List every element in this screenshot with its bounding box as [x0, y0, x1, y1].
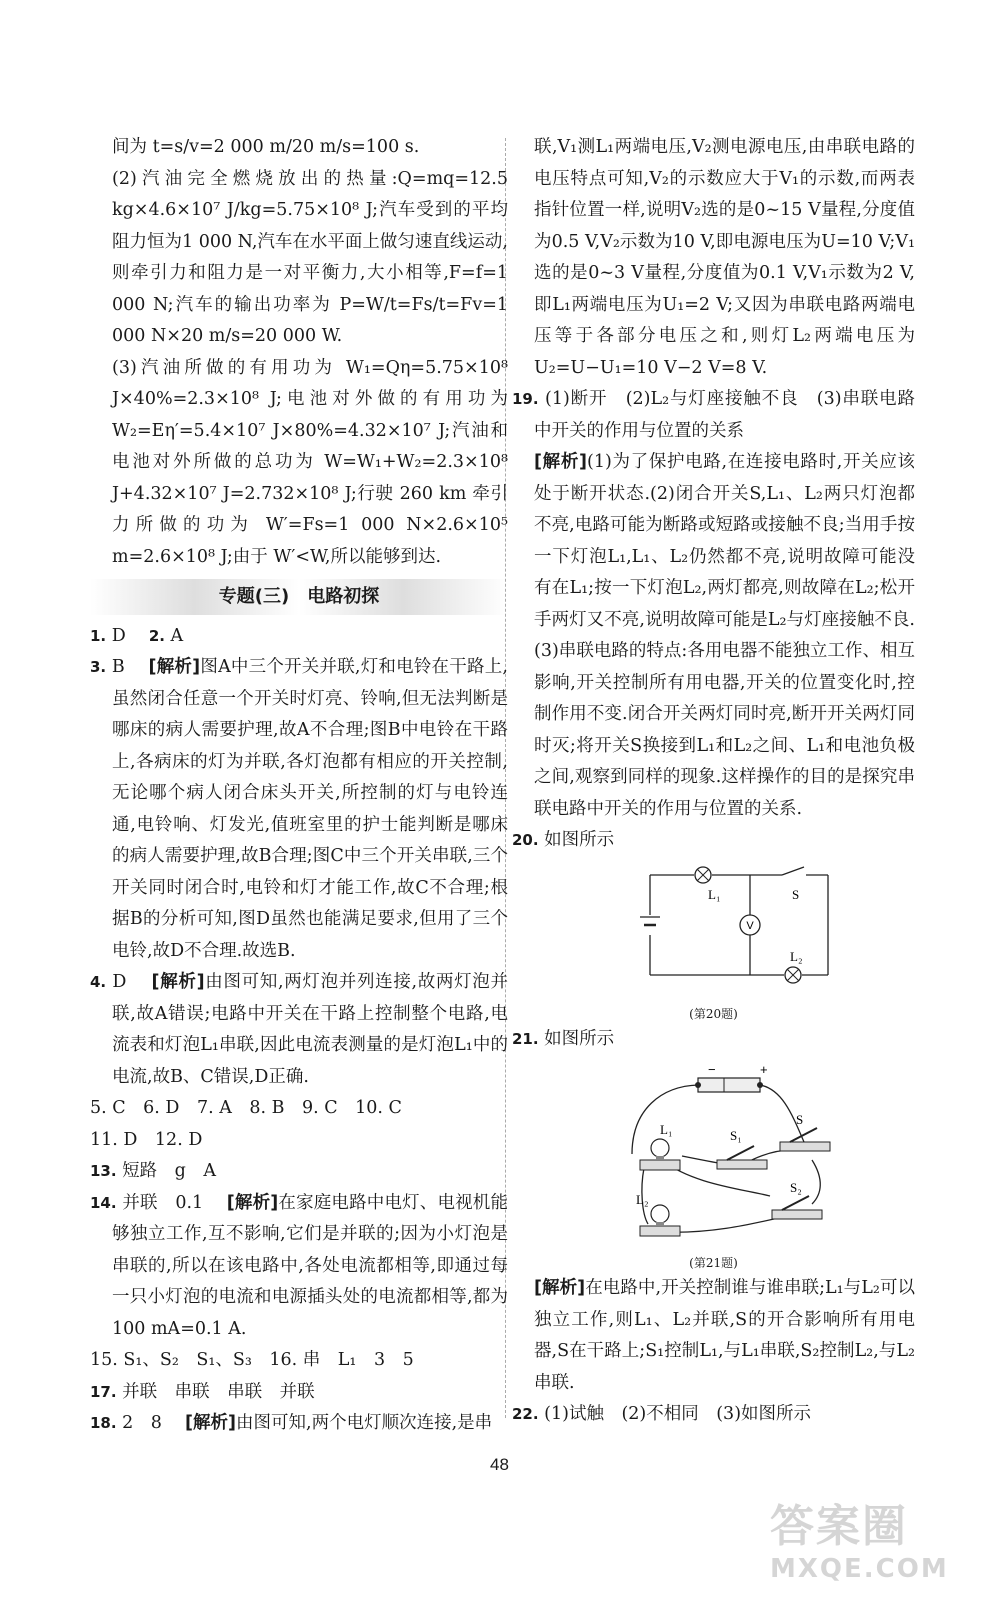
- answer-text: (1)断开 (2)L₂与灯座接触不良 (3)串联电路中开关的作用与位置的关系: [534, 389, 915, 441]
- analysis-tag: [解析]: [151, 972, 205, 992]
- answer-17: [90, 1377, 508, 1409]
- answer-text: D: [111, 625, 144, 646]
- question-number: 3.: [90, 658, 107, 676]
- figure-20: [512, 865, 915, 1025]
- watermark: [770, 1490, 980, 1590]
- label-s2: S₂: [790, 1179, 802, 1195]
- label-l2: L₂: [636, 1191, 649, 1207]
- answer-text: 短路 g A: [122, 1161, 216, 1181]
- battery-minus-label: −: [708, 1063, 716, 1077]
- lamp-l1-icon: [695, 867, 711, 883]
- answer-21: [512, 1024, 915, 1056]
- answer-3: [90, 652, 508, 967]
- answer-22: [512, 1399, 915, 1431]
- question-number: 20.: [512, 831, 539, 849]
- label-l2: L₂: [790, 948, 803, 964]
- switch-s-icon: [780, 1128, 830, 1151]
- answer-text: 2 8: [122, 1413, 180, 1433]
- lamp-l2-icon: [785, 967, 801, 983]
- analysis-text: 在家庭电路中电灯、电视机能够独立工作,互不影响,它们是并联的;因为小灯泡是串联的,所以在该电路中,各处电流都相等,即通过每一只小灯泡的电流和电源插头处的电流都相等,都为100 mA=0.1 A.: [112, 1192, 508, 1339]
- analysis-tag: [解析]: [226, 1192, 279, 1213]
- answer-13: [90, 1156, 508, 1188]
- answer-choice: B: [111, 657, 143, 677]
- left-column: [90, 132, 508, 1440]
- wiring-diagram-21: [512, 1064, 915, 1242]
- section-title: 专题(三) 电路初探: [90, 579, 508, 615]
- answer-text: A: [170, 625, 184, 646]
- analysis-text: 由图可知,两个电灯顺次连接,是串: [236, 1413, 493, 1433]
- answer-18: [90, 1408, 508, 1440]
- answer-choice: D: [112, 972, 146, 992]
- answer-4: [90, 967, 508, 1093]
- analysis-tag: [解析]: [185, 1413, 237, 1433]
- answer-20: [512, 825, 915, 857]
- question-number: 2.: [148, 626, 165, 645]
- label-s1: S₁: [730, 1127, 742, 1143]
- question-number: 14.: [90, 1193, 117, 1212]
- answer-19: [512, 384, 915, 447]
- watermark-url: MXQE.COM: [770, 1554, 949, 1584]
- answer-text: 如图所示: [544, 1029, 615, 1049]
- label-s: S: [796, 1111, 804, 1127]
- switch-s2-icon: [772, 1196, 822, 1219]
- label-l1: L₁: [660, 1121, 673, 1137]
- answer-line: (2)汽油完全燃烧放出的热量:Q=mq=12.5 kg×4.6×10⁷ J/kg=5.75×10⁸ J;汽车受到的平均阻力恒为1 000 N,汽车在水平面上做匀速直线运动,则牵引力和阻力是一对平衡力,大小相等,F=f=1 000 N;汽车的输出功率为 P=W/t=Fs/t=Fv=1 000 N×20 m/s=20 000 W.: [112, 168, 508, 346]
- label-s: S: [792, 886, 800, 902]
- answer-text: 并联 串联 串联 并联: [122, 1381, 315, 1402]
- page-number: 48: [490, 1455, 509, 1474]
- answer-line: 间为 t=s/v=2 000 m/20 m/s=100 s.: [112, 137, 420, 157]
- analysis-text: 图A中三个开关并联,灯和电铃在干路上,虽然闭合任意一个开关时灯亮、铃响,但无法判断是哪床的病人需要护理,故A不合理;图B中电铃在干路上,各病床的灯为并联,各灯泡都有相应的开关控制,无论哪个病人闭合床头开关,所控制的灯与电铃连通,电铃响、灯发光,值班室里的护士能判断是哪床的病人需要护理,故B合理;图C中三个开关串联,三个开关同时闭合时,电铃和灯才能工作,故C不合理;根据B的分析可知,图D虽然也能满足要求,但用了三个电铃,故D不合理.故选B.: [112, 657, 508, 961]
- question-number: 1.: [90, 626, 107, 645]
- lamp-l1-icon: [640, 1139, 680, 1170]
- analysis-tag: [解析]: [148, 657, 201, 677]
- switch-s1-icon: [717, 1146, 767, 1169]
- figure-caption: (第20题): [689, 1007, 738, 1021]
- analysis-text: 由图可知,两灯泡并列连接,故两灯泡并联,故A错误;电路中开关在干路上控制整个电路,电流表和灯泡L₁串联,因此电流表测量的是灯泡L₁中的电流,故B、C错误,D正确.: [112, 972, 508, 1087]
- question-number: 21.: [512, 1030, 539, 1048]
- question-number: 18.: [90, 1414, 117, 1432]
- answer-18-continued: 联,V₁测L₁两端电压,V₂测电源电压,由串联电路的电压特点可知,V₂的示数应大于V₁的示数,而两表指针位置一样,说明V₂选的是0~15 V量程,分度值为0.5 V,V₂示数为10 V,即电源电压为U=10 V;V₁选的是0~3 V量程,分度值为0.1 V,V₁示数为2 V,即L₁两端电压为U₁=2 V;又因为串联电路两端电压等于各部分电压之和,则灯L₂两端电压为U₂=U−U₁=10 V−2 V=8 V.: [534, 137, 915, 378]
- question-number: 19.: [512, 390, 539, 408]
- figure-21: [512, 1064, 915, 1274]
- analysis-tag: [解析]: [534, 452, 588, 472]
- answer-row-11-12: 11. D 12. D: [90, 1129, 203, 1150]
- analysis-text: (1)为了保护电路,在连接电路时,开关应该处于断开状态.(2)闭合开关S,L₁、L₂两只灯泡都不亮,电路可能为断路或短路或接触不良;当用手按一下灯泡L₁,L₁、L₂仍然都不亮,说明故障可能没有在L₁;按一下灯泡L₂,两灯都亮,则故障在L₂;松开手两灯又不亮,说明故障可能是L₂与灯座接触不良.(3)串联电路的特点:各用电器不能独立工作、相互影响,开关控制所有用电器,开关的位置变化时,控制作用不变.闭合开关两灯同时亮,断开开关两灯同时灭;将开关S换接到L₁和L₂之间、L₁和电池负极之间,观察到同样的现象.这样操作的目的是探究串联电路中开关的作用与位置的关系.: [534, 452, 915, 819]
- analysis-tag: [解析]: [534, 1278, 586, 1298]
- voltmeter-label: V: [746, 919, 754, 932]
- battery-plus-label: +: [760, 1063, 768, 1077]
- answer-row-1-2: [90, 621, 508, 653]
- right-column: [512, 132, 915, 1431]
- watermark-title: 答案圈: [770, 1501, 908, 1552]
- analysis-text: 在电路中,开关控制谁与谁串联;L₁与L₂可以独立工作,则L₁、L₂并联,S的开合影响所有用电器,S在干路上;S₁控制L₁,与L₁串联,S₂控制L₂,与L₂串联.: [534, 1278, 915, 1393]
- answer-21-analysis: [512, 1273, 915, 1399]
- question-number: 17.: [90, 1382, 117, 1401]
- circuit-diagram-20: [512, 865, 915, 993]
- question-number: 4.: [90, 973, 107, 991]
- answer-text: 如图所示: [544, 830, 615, 850]
- label-l1: L₁: [708, 886, 721, 902]
- answer-line: (3)汽油所做的有用功为 W₁=Qη=5.75×10⁸ J×40%=2.3×10⁸ J;电池对外做的有用功为 W₂=Eη′=5.4×10⁷ J×80%=4.32×10⁷ J;汽油和电池对外所做的总功为 W=W₁+W₂=2.3×10⁸ J+4.32×10⁷ J=2.732×10⁸ J;行驶 260 km 牵引力所做的功为 W′=Fs=1 000 N×2.6×10⁵ m=2.6×10⁸ J;由于 W′<W,所以能够到达.: [112, 357, 508, 567]
- answer-14: [90, 1188, 508, 1346]
- question-number: 22.: [512, 1405, 539, 1423]
- answer-text: (1)试触 (2)不相同 (3)如图所示: [544, 1404, 812, 1424]
- answer-row-15-16: 15. S₁、S₂ S₁、S₃ 16. 串 L₁ 3 5: [90, 1350, 414, 1370]
- answer-19-analysis: [512, 447, 915, 825]
- answer-text: 并联 0.1: [122, 1192, 221, 1213]
- answer-row-5-10: 5. C 6. D 7. A 8. B 9. C 10. C: [90, 1098, 402, 1118]
- question-number: 13.: [90, 1162, 117, 1180]
- figure-caption: (第21题): [689, 1256, 738, 1270]
- battery-pack-icon: [695, 1078, 763, 1092]
